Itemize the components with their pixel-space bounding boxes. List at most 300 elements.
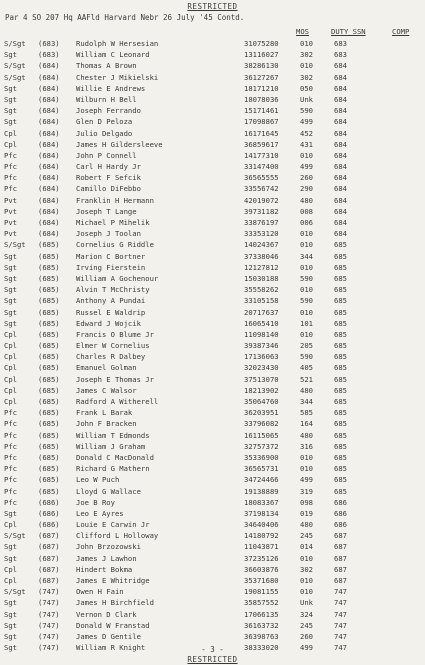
serial-number-cell: 38286130 [244, 61, 279, 71]
name-cell: Donald C MacDonald [76, 452, 154, 462]
serial-number-cell: 17066135 [244, 609, 279, 619]
rank-cell: Pfc [4, 150, 17, 160]
mos-cell: 010 [300, 576, 313, 585]
rank-cell: Pfc [4, 162, 17, 172]
duty-ssn-cell: 684 [334, 218, 347, 227]
duty-ssn-cell: 684 [334, 229, 347, 239]
name-cell: Joseph J Toolan [76, 229, 141, 239]
rank-cell: Sgt [4, 106, 17, 116]
serial-number-cell: 33147400 [244, 162, 279, 172]
table-row [0, 262, 425, 273]
duty-ssn-cell: 684 [334, 94, 347, 104]
table-row [0, 351, 425, 362]
rank-cell: Sgt [4, 251, 17, 261]
rank-cell: Sgt [4, 508, 17, 518]
table-row [0, 239, 425, 250]
name-cell: Julio Delgado [76, 128, 133, 138]
serial-number-cell: 39731182 [244, 206, 279, 216]
unit-cell: (684) [38, 150, 60, 160]
unit-cell: (685) [38, 475, 60, 485]
mos-cell: 344 [300, 251, 313, 261]
name-cell: Owen H Fain [76, 587, 124, 597]
name-cell: William T Edmonds [76, 430, 150, 440]
serial-number-cell: 17098867 [244, 117, 279, 127]
mos-cell: 010 [300, 61, 313, 71]
name-cell: Richard G Mathern [76, 464, 150, 474]
table-row [0, 631, 425, 642]
duty-ssn-cell: 684 [334, 72, 347, 82]
unit-cell: (685) [38, 273, 60, 283]
duty-ssn-cell: 685 [334, 251, 347, 261]
duty-ssn-cell: 685 [334, 475, 347, 485]
serial-number-cell: 17136063 [244, 352, 279, 362]
mos-cell: 590 [300, 352, 313, 362]
duty-ssn-cell: 685 [334, 352, 347, 362]
name-cell: John P Connell [76, 150, 137, 160]
name-cell: Irving Fierstein [76, 262, 146, 272]
serial-number-cell: 11098140 [244, 329, 279, 339]
rank-cell: S/Sgt [4, 39, 26, 48]
rank-cell: Pfc [4, 419, 17, 429]
table-row [0, 519, 425, 530]
table-row [0, 385, 425, 396]
name-cell: Franklin H Hermann [76, 195, 154, 205]
mos-cell: 205 [300, 341, 313, 351]
duty-ssn-cell: 687 [334, 553, 347, 563]
duty-ssn-cell: 687 [334, 576, 347, 585]
duty-ssn-cell: 685 [334, 240, 347, 250]
mos-cell: 010 [300, 464, 313, 474]
unit-cell: (684) [38, 106, 60, 116]
unit-cell: (685) [38, 285, 60, 295]
unit-cell: (686) [38, 497, 60, 507]
rank-cell: S/Sgt [4, 240, 26, 250]
serial-number-cell: 36203951 [244, 408, 279, 418]
serial-number-cell: 18078036 [244, 94, 279, 104]
name-cell: Radford A Witherell [76, 397, 159, 406]
serial-number-cell: 34724466 [244, 475, 279, 485]
mos-cell: 316 [300, 441, 313, 451]
rank-cell: Pvt [4, 229, 17, 239]
table-row [0, 329, 425, 340]
serial-number-cell: 33105158 [244, 296, 279, 306]
duty-ssn-cell: 685 [334, 273, 347, 283]
serial-number-cell: 35336900 [244, 452, 279, 462]
name-cell: Glen D Peloza [76, 117, 133, 127]
serial-number-cell: 33556742 [244, 184, 279, 194]
table-row [0, 318, 425, 329]
unit-cell: (686) [38, 508, 60, 518]
unit-cell: (685) [38, 452, 60, 462]
rank-cell: Pfc [4, 184, 17, 194]
name-cell: James H Birchfield [76, 598, 154, 608]
duty-ssn-cell: 685 [334, 318, 347, 328]
rank-cell: S/Sgt [4, 531, 26, 541]
classification-bottom: RESTRICTED [187, 655, 238, 664]
mos-cell: 344 [300, 397, 313, 406]
name-cell: Donald W Franstad [76, 620, 150, 630]
serial-number-cell: 39387346 [244, 341, 279, 351]
name-cell: William C Leonard [76, 50, 150, 60]
rank-cell: Pfc [4, 173, 17, 183]
duty-ssn-cell: 687 [334, 542, 347, 552]
mos-cell: 431 [300, 139, 313, 149]
duty-ssn-cell: 684 [334, 184, 347, 194]
rank-cell: Pvt [4, 218, 17, 227]
mos-cell: 324 [300, 609, 313, 619]
unit-cell: (687) [38, 576, 60, 585]
table-row [0, 105, 425, 116]
mos-cell: 480 [300, 195, 313, 205]
rank-cell: Sgt [4, 631, 17, 641]
rank-cell: Pfc [4, 475, 17, 485]
table-row [0, 217, 425, 228]
unit-cell: (685) [38, 329, 60, 339]
duty-ssn-cell: 685 [334, 296, 347, 306]
duty-ssn-cell: 685 [334, 397, 347, 406]
name-cell: Cornelius G Riddle [76, 240, 154, 250]
serial-number-cell: 36603876 [244, 564, 279, 574]
mos-cell: 010 [300, 262, 313, 272]
name-cell: Francis O Blume Jr [76, 329, 154, 339]
rank-cell: Pfc [4, 497, 17, 507]
unit-cell: (747) [38, 643, 60, 653]
table-row [0, 541, 425, 552]
serial-number-cell: 14177310 [244, 150, 279, 160]
mos-cell: 290 [300, 184, 313, 194]
name-cell: Alvin T McChristy [76, 285, 150, 295]
serial-number-cell: 38333020 [244, 643, 279, 653]
serial-number-cell: 35558262 [244, 285, 279, 295]
name-cell: James J Lawhon [76, 553, 137, 563]
rank-cell: Cpl [4, 385, 17, 395]
serial-number-cell: 36163732 [244, 620, 279, 630]
name-cell: William A Gochenour [76, 273, 159, 283]
serial-number-cell: 37235126 [244, 553, 279, 563]
rank-cell: Pfc [4, 464, 17, 474]
duty-ssn-cell: 687 [334, 531, 347, 541]
table-row [0, 452, 425, 463]
mos-cell: 010 [300, 229, 313, 239]
table-row [0, 463, 425, 474]
table-row [0, 72, 425, 83]
mos-cell: 010 [300, 39, 313, 48]
column-header-duty-ssn: DUTY SSN [331, 27, 366, 36]
serial-number-cell: 35857552 [244, 598, 279, 608]
mos-cell: Unk [300, 94, 313, 104]
unit-cell: (685) [38, 262, 60, 272]
mos-cell: 405 [300, 363, 313, 373]
mos-cell: 302 [300, 564, 313, 574]
mos-cell: 014 [300, 542, 313, 552]
unit-cell: (687) [38, 542, 60, 552]
serial-number-cell: 35064760 [244, 397, 279, 406]
duty-ssn-cell: 686 [334, 520, 347, 530]
duty-ssn-cell: 684 [334, 150, 347, 160]
rank-cell: Cpl [4, 397, 17, 406]
rank-cell: Sgt [4, 643, 17, 653]
rank-cell: Pfc [4, 408, 17, 418]
duty-ssn-cell: 747 [334, 631, 347, 641]
table-row [0, 486, 425, 497]
unit-cell: (683) [38, 39, 60, 48]
mos-cell: 480 [300, 430, 313, 440]
mos-cell: 245 [300, 620, 313, 630]
table-row [0, 530, 425, 541]
mos-cell: 585 [300, 408, 313, 418]
name-cell: James H Gildersleeve [76, 139, 163, 149]
mos-cell: 019 [300, 508, 313, 518]
mos-cell: 010 [300, 150, 313, 160]
unit-cell: (685) [38, 430, 60, 440]
serial-number-cell: 18213902 [244, 385, 279, 395]
duty-ssn-cell: 685 [334, 329, 347, 339]
column-header-comp: COMP [392, 27, 410, 36]
mos-cell: 319 [300, 486, 313, 496]
mos-cell: 010 [300, 329, 313, 339]
duty-ssn-cell: 747 [334, 620, 347, 630]
mos-cell: 590 [300, 106, 313, 116]
mos-cell: 499 [300, 475, 313, 485]
name-cell: John F Bracken [76, 419, 137, 429]
rank-cell: Sgt [4, 296, 17, 306]
serial-number-cell: 19081155 [244, 587, 279, 597]
duty-ssn-cell: 747 [334, 598, 347, 608]
serial-number-cell: 14180792 [244, 531, 279, 541]
name-cell: Emanuel Golman [76, 363, 137, 373]
rank-cell: Sgt [4, 598, 17, 608]
duty-ssn-cell: 685 [334, 408, 347, 418]
unit-cell: (685) [38, 385, 60, 395]
name-cell: James E Whitridge [76, 576, 150, 585]
mos-cell: 499 [300, 643, 313, 653]
rank-cell: Sgt [4, 285, 17, 295]
serial-number-cell: 13116027 [244, 50, 279, 60]
unit-cell: (685) [38, 251, 60, 261]
duty-ssn-cell: 686 [334, 508, 347, 518]
duty-ssn-cell: 684 [334, 195, 347, 205]
unit-cell: (684) [38, 94, 60, 104]
duty-ssn-cell: 685 [334, 441, 347, 451]
mos-cell: Unk [300, 598, 313, 608]
rank-cell: Cpl [4, 520, 17, 530]
mos-cell: 101 [300, 318, 313, 328]
name-cell: Charles R Dalbey [76, 352, 146, 362]
mos-cell: 260 [300, 631, 313, 641]
rank-cell: Sgt [4, 262, 17, 272]
serial-number-cell: 35371680 [244, 576, 279, 585]
serial-number-cell: 33876197 [244, 218, 279, 227]
serial-number-cell: 37198134 [244, 508, 279, 518]
mos-cell: 010 [300, 285, 313, 295]
unit-cell: (747) [38, 598, 60, 608]
mos-cell: 260 [300, 173, 313, 183]
name-cell: Elmer W Cornelius [76, 341, 150, 351]
duty-ssn-cell: 685 [334, 341, 347, 351]
rank-cell: Cpl [4, 374, 17, 384]
name-cell: Edward J Wojcik [76, 318, 141, 328]
name-cell: Marion C Bortner [76, 251, 146, 261]
unit-cell: (685) [38, 307, 60, 317]
classification-top: RESTRICTED [187, 2, 238, 11]
unit-cell: (684) [38, 72, 60, 82]
serial-number-cell: 32023430 [244, 363, 279, 373]
duty-ssn-cell: 685 [334, 363, 347, 373]
table-row [0, 161, 425, 172]
unit-cell: (684) [38, 184, 60, 194]
duty-ssn-cell: 685 [334, 430, 347, 440]
rank-cell: Cpl [4, 139, 17, 149]
mos-cell: 452 [300, 128, 313, 138]
name-cell: Chester J Mikielski [76, 72, 159, 82]
unit-cell: (685) [38, 363, 60, 373]
column-header-mos: MOS [296, 27, 309, 36]
serial-number-cell: 15030188 [244, 273, 279, 283]
table-row [0, 474, 425, 485]
rank-cell: Sgt [4, 117, 17, 127]
table-row [0, 418, 425, 429]
name-cell: Leo E Ayres [76, 508, 124, 518]
unit-cell: (685) [38, 397, 60, 406]
rank-cell: Pfc [4, 486, 17, 496]
table-row [0, 251, 425, 262]
serial-number-cell: 37513070 [244, 374, 279, 384]
table-row [0, 620, 425, 631]
mos-cell: 050 [300, 83, 313, 93]
duty-ssn-cell: 684 [334, 106, 347, 116]
serial-number-cell: 37338046 [244, 251, 279, 261]
unit-cell: (685) [38, 318, 60, 328]
table-row [0, 83, 425, 94]
unit-cell: (685) [38, 341, 60, 351]
name-cell: Frank L Barak [76, 408, 133, 418]
table-row [0, 340, 425, 351]
unit-cell: (747) [38, 587, 60, 597]
table-row [0, 195, 425, 206]
mos-cell: 480 [300, 520, 313, 530]
serial-number-cell: 36565731 [244, 464, 279, 474]
name-cell: Thomas A Brown [76, 61, 137, 71]
rank-cell: S/Sgt [4, 587, 26, 597]
duty-ssn-cell: 685 [334, 374, 347, 384]
page-number: - 3 - [201, 645, 224, 654]
serial-number-cell: 32757372 [244, 441, 279, 451]
unit-cell: (685) [38, 240, 60, 250]
table-row [0, 609, 425, 620]
mos-cell: 521 [300, 374, 313, 384]
mos-cell: 010 [300, 240, 313, 250]
name-cell: Lloyd G Wallace [76, 486, 141, 496]
unit-cell: (685) [38, 408, 60, 418]
name-cell: Joseph T Lange [76, 206, 137, 216]
mos-cell: 480 [300, 385, 313, 395]
name-cell: Louie E Carwin Jr [76, 520, 150, 530]
rank-cell: Cpl [4, 341, 17, 351]
table-row [0, 38, 425, 49]
column-headers [0, 27, 425, 37]
mos-cell: 499 [300, 117, 313, 127]
serial-number-cell: 15171461 [244, 106, 279, 116]
table-row [0, 407, 425, 418]
unit-cell: (747) [38, 609, 60, 619]
mos-cell: 590 [300, 296, 313, 306]
serial-number-cell: 42019072 [244, 195, 279, 205]
unit-cell: (684) [38, 195, 60, 205]
duty-ssn-cell: 684 [334, 83, 347, 93]
mos-cell: 010 [300, 452, 313, 462]
serial-number-cell: 11043871 [244, 542, 279, 552]
serial-number-cell: 20717637 [244, 307, 279, 317]
name-cell: Joseph Ferrando [76, 106, 141, 116]
unit-cell: (685) [38, 352, 60, 362]
unit-cell: (685) [38, 464, 60, 474]
unit-cell: (683) [38, 50, 60, 60]
table-row [0, 150, 425, 161]
mos-cell: 164 [300, 419, 313, 429]
rank-cell: Pfc [4, 430, 17, 440]
table-row [0, 508, 425, 519]
rank-cell: Sgt [4, 94, 17, 104]
duty-ssn-cell: 686 [334, 497, 347, 507]
rank-cell: Pfc [4, 441, 17, 451]
rank-cell: Sgt [4, 553, 17, 563]
serial-number-cell: 19138889 [244, 486, 279, 496]
unit-cell: (684) [38, 229, 60, 239]
rank-cell: Cpl [4, 564, 17, 574]
duty-ssn-cell: 685 [334, 452, 347, 462]
serial-number-cell: 16065410 [244, 318, 279, 328]
name-cell: William J Graham [76, 441, 146, 451]
table-row [0, 374, 425, 385]
duty-ssn-cell: 685 [334, 262, 347, 272]
rank-cell: Sgt [4, 620, 17, 630]
unit-cell: (685) [38, 441, 60, 451]
unit-cell: (684) [38, 218, 60, 227]
duty-ssn-cell: 747 [334, 587, 347, 597]
name-cell: Willie E Andrews [76, 83, 146, 93]
unit-cell: (684) [38, 83, 60, 93]
name-cell: Camillo DiFebbo [76, 184, 141, 194]
serial-number-cell: 31075280 [244, 39, 279, 48]
rank-cell: Pvt [4, 195, 17, 205]
mos-cell: 499 [300, 162, 313, 172]
table-row [0, 183, 425, 194]
duty-ssn-cell: 684 [334, 128, 347, 138]
duty-ssn-cell: 684 [334, 206, 347, 216]
rank-cell: Sgt [4, 273, 17, 283]
unit-cell: (685) [38, 374, 60, 384]
serial-number-cell: 34640406 [244, 520, 279, 530]
duty-ssn-cell: 747 [334, 643, 347, 653]
name-cell: James D Gentile [76, 631, 141, 641]
duty-ssn-cell: 747 [334, 609, 347, 619]
unit-cell: (687) [38, 531, 60, 541]
rank-cell: Cpl [4, 128, 17, 138]
serial-number-cell: 36565555 [244, 173, 279, 183]
duty-ssn-cell: 684 [334, 173, 347, 183]
duty-ssn-cell: 685 [334, 285, 347, 295]
table-row [0, 575, 425, 586]
rank-cell: S/Sgt [4, 61, 26, 71]
name-cell: Rudolph W Hersesian [76, 39, 159, 48]
serial-number-cell: 16115065 [244, 430, 279, 440]
rank-cell: Sgt [4, 50, 17, 60]
duty-ssn-cell: 684 [334, 117, 347, 127]
table-row [0, 295, 425, 306]
name-cell: Hindert Bokma [76, 564, 133, 574]
duty-ssn-cell: 685 [334, 385, 347, 395]
name-cell: Leo W Puch [76, 475, 120, 485]
